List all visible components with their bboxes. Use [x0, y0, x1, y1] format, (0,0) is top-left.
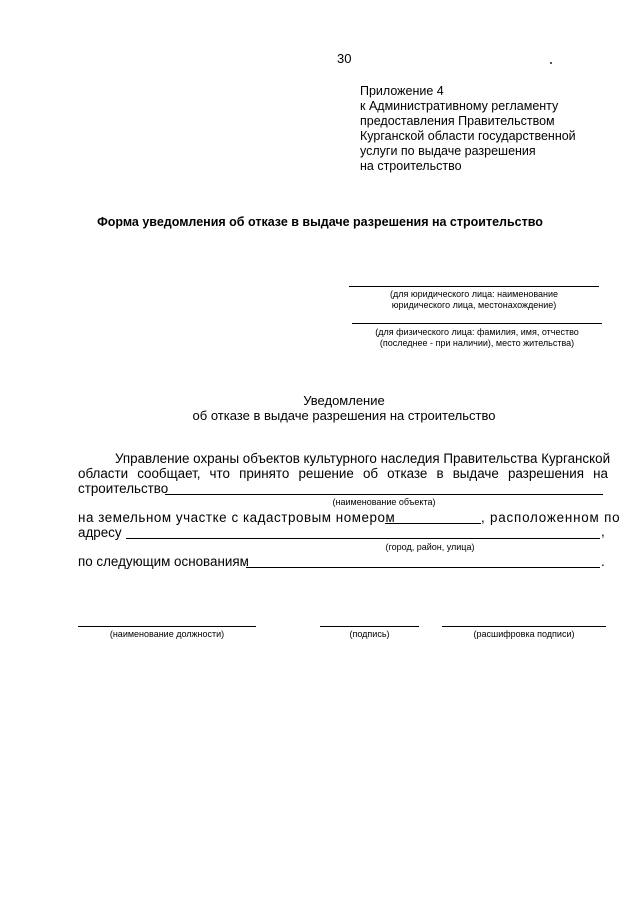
land-row [78, 510, 621, 528]
notice-subtitle: об отказе в выдаче разрешения на строительство [192, 408, 496, 423]
decoding-line [442, 626, 606, 627]
paragraph-line-2: области сообщает, что принято решение об отказе в выдаче разрешения на [78, 466, 608, 481]
signature-hint: (подпись) [349, 629, 390, 639]
cadastral-number-line [385, 523, 481, 524]
appendix-line: услуги по выдаче разрешения [360, 144, 536, 158]
appendix-line: Приложение 4 [360, 84, 444, 98]
individual-line [352, 323, 602, 324]
form-title: Форма уведомления об отказе в выдаче разрешения на строительство [97, 215, 543, 229]
address-hint: (город, район, улица) [385, 542, 475, 552]
individual-hint-2: (последнее - при наличии), место жительства) [379, 338, 575, 348]
object-name-line [165, 494, 603, 495]
paragraph-line-1: Управление охраны объектов культурного наследия Правительства Курганской [115, 451, 611, 466]
legal-entity-line [349, 286, 599, 287]
appendix-line: на строительство [360, 159, 462, 173]
construction-label: строительство [78, 481, 169, 496]
signature-line [320, 626, 419, 627]
object-name-hint: (наименование объекта) [332, 497, 436, 507]
individual-hint-1: (для физического лица: фамилия, имя, отчество [375, 327, 579, 337]
legal-entity-hint-2: юридического лица, местонахождение) [391, 300, 557, 310]
appendix-block [360, 84, 576, 174]
notice-title: Уведомление [303, 393, 385, 408]
legal-entity-hint-1: (для юридического лица: наименование [389, 289, 559, 299]
located-text: , расположенном по [481, 510, 621, 525]
grounds-label: по следующим основаниям [78, 554, 249, 569]
address-line [126, 538, 600, 539]
land-text: на земельном участке с кадастровым номером [78, 510, 396, 525]
grounds-period: . [601, 554, 605, 569]
appendix-line: предоставления Правительством [360, 114, 555, 128]
position-line [78, 626, 256, 627]
appendix-line: к Административному регламенту [360, 99, 559, 113]
decoding-hint: (расшифровка подписи) [473, 629, 575, 639]
address-label: адресу [78, 525, 122, 540]
grounds-line [246, 567, 600, 568]
position-hint: (наименование должности) [109, 629, 225, 639]
address-comma: , [601, 524, 605, 539]
appendix-line: Курганской области государственной [360, 129, 576, 143]
scan-dot [550, 62, 552, 64]
page-number: 30 [337, 51, 352, 66]
